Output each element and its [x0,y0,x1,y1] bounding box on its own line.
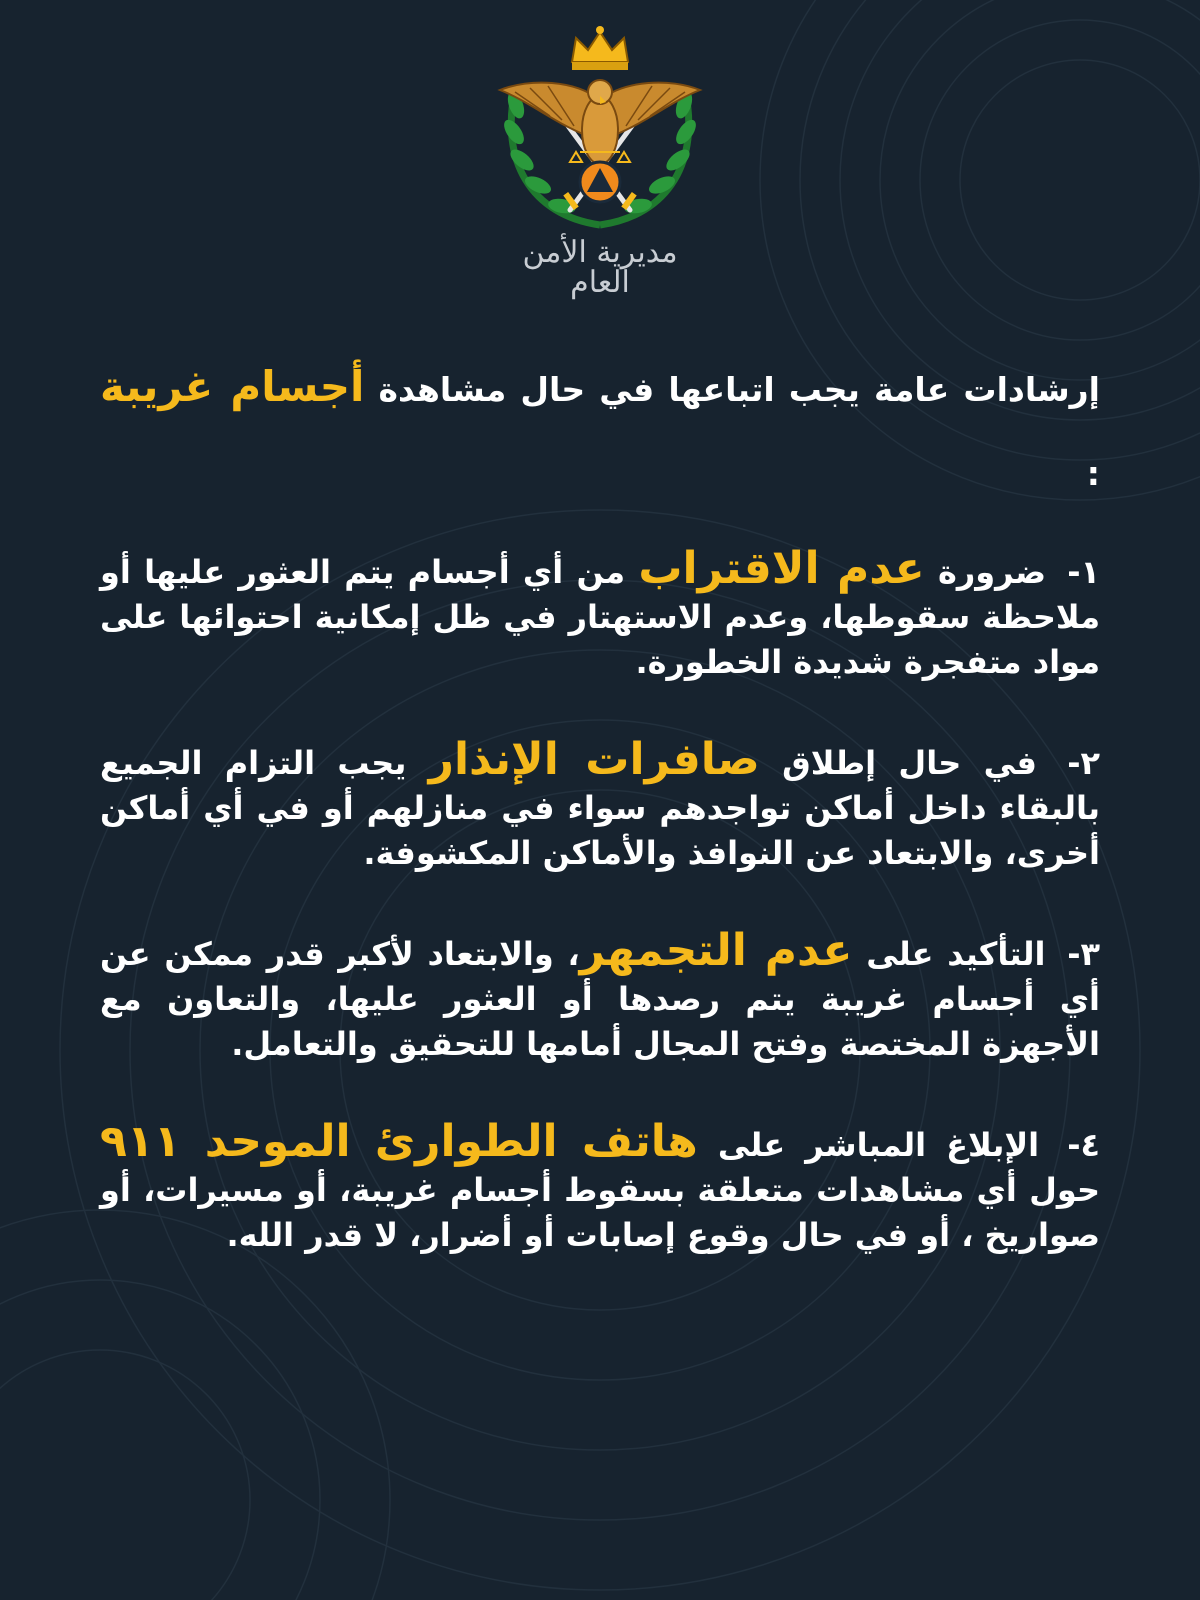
intro-highlight: أجسام غريبة [100,362,365,411]
emblem-caption: مديرية الأمن العام [522,235,678,300]
item-highlight: عدم التجمهر [579,925,853,976]
intro-text: إرشادات عامة يجب اتباعها في حال مشاهدة [378,370,1100,409]
guideline-item-2 [100,734,1101,876]
public-security-emblem [490,20,710,300]
item-number: ٢- [1067,744,1101,782]
item-text-before: ضرورة [937,553,1046,591]
item-number: ٣- [1067,935,1101,973]
item-text-after: يجب التزام الجميع بالبقاء داخل أماكن تواجدهم سواء في منازلهم أو في أي أماكن أخرى، والابتعاد عن النوافذ والأماكن المكشوفة. [100,744,1100,872]
item-number: ٤- [1067,1126,1101,1164]
civil-defense-icon [580,162,620,202]
guidelines-content [100,345,1100,1310]
item-highlight: هاتف الطوارئ الموحد ٩١١ [100,1116,698,1167]
item-text-before: التأكيد على [866,935,1046,973]
item-text-after: ، والابتعاد لأكبر قدر ممكن عن أي أجسام غريبة يتم رصدها أو العثور عليها، والتعاون مع الأجهزة المختصة وفتح المجال أمامها للتحقيق والتعامل. [100,935,1100,1063]
intro-heading [100,345,1100,516]
item-highlight: عدم الاقتراب [638,543,925,594]
intro-suffix: : [1086,454,1100,493]
item-text-before: في حال إطلاق [782,744,1037,782]
item-highlight: صافرات الإنذار [428,734,760,785]
crown-icon [572,26,628,70]
item-text-after: حول أي مشاهدات متعلقة بسقوط أجسام غريبة، أو مسيرات، أو صواريخ ، أو في حال وقوع إصابات أو أضرار، لا قدر الله. [100,1171,1100,1254]
guideline-item-3 [100,925,1101,1067]
item-text-before: الإبلاغ المباشر على [717,1126,1040,1164]
guideline-item-1 [100,543,1101,685]
item-text-after: من أي أجسام يتم العثور عليها أو ملاحظة سقوطها، وعدم الاستهتار في ظل إمكانية احتوائها على مواد متفجرة شديدة الخطورة. [100,553,1100,681]
guideline-item-4 [100,1116,1101,1258]
item-number: ١- [1067,553,1101,591]
